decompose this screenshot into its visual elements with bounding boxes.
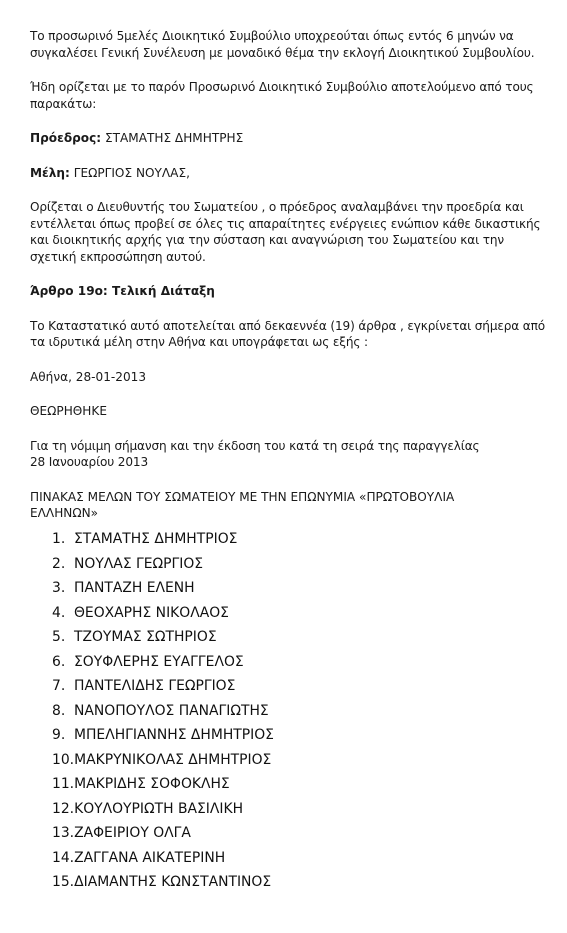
document-body xyxy=(30,28,550,522)
list-item-name: ΖΑΓΓΑΝΑ ΑΙΚΑΤΕΡΙΝΗ xyxy=(74,849,226,866)
list-item xyxy=(52,674,274,699)
list-item-number: 5. xyxy=(52,629,66,645)
article-heading: Άρθρο 19ο: Τελική Διάταξη xyxy=(30,284,215,298)
list-item-name: ΜΠΕΛΗΓΙΑΝΝΗΣ ΔΗΜΗΤΡΙΟΣ xyxy=(74,727,274,743)
paragraph-board-obligation: Το προσωρινό 5μελές Διοικητικό Συμβούλιο υποχρεούται όπως εντός 6 μηνών να συγκαλέσει Γενική Συνέλευση με μοναδικό θέμα την εκλογή Διοικητικού Συμβουλίου. xyxy=(30,29,535,60)
paragraph-stamping: Για τη νόμιμη σήμανση και την έκδοση του κατά τη σειρά της παραγγελίας 28 Ιανουαρίου 2013 xyxy=(30,438,480,469)
list-item xyxy=(52,527,274,552)
list-item-name: ΣΤΑΜΑΤΗΣ ΔΗΜΗΤΡΙΟΣ xyxy=(74,531,238,547)
list-item-number: 13. xyxy=(52,825,75,841)
member-list xyxy=(52,527,274,895)
list-item-number: 3. xyxy=(52,580,66,596)
list-item xyxy=(52,576,274,601)
list-item-number: 2. xyxy=(52,555,66,572)
list-item-number: 11. xyxy=(52,776,75,792)
list-item xyxy=(52,870,274,895)
list-item-number: 10. xyxy=(52,751,75,768)
list-item-name: ΚΟΥΛΟΥΡΙΩΤΗ ΒΑΣΙΛΙΚΗ xyxy=(74,800,244,817)
list-item-name: ΠΑΝΤΑΖΗ ΕΛΕΝΗ xyxy=(74,580,195,596)
list-item xyxy=(52,601,274,626)
list-item-name: ΘΕΟΧΑΡΗΣ ΝΙΚΟΛΑΟΣ xyxy=(74,604,229,621)
list-item xyxy=(52,552,274,577)
list-item xyxy=(52,625,274,650)
list-item-name: ΝΟΥΛΑΣ ΓΕΩΡΓΙΟΣ xyxy=(74,555,204,572)
list-item-name: ΤΖΟΥΜΑΣ ΣΩΤΗΡΙΟΣ xyxy=(74,629,217,645)
list-item-number: 4. xyxy=(52,604,66,621)
members-value: ΓΕΩΡΓΙΟΣ ΝΟΥΛΑΣ, xyxy=(69,165,190,180)
list-item xyxy=(52,723,274,748)
list-item-name: ΔΙΑΜΑΝΤΗΣ ΚΩΝΣΤΑΝΤΙΝΟΣ xyxy=(74,874,272,890)
list-item-number: 6. xyxy=(52,653,66,670)
list-item-name: ΖΑΦΕΙΡΙΟΥ ΟΛΓΑ xyxy=(74,825,191,841)
paragraph-board-appointment: Ήδη ορίζεται με το παρόν Προσωρινό Διοικητικό Συμβούλιο αποτελούμενο από τους παρακάτω: xyxy=(30,80,534,111)
president-line xyxy=(30,130,550,147)
members-table-title: ΠΙΝΑΚΑΣ ΜΕΛΩΝ ΤΟΥ ΣΩΜΑΤΕΙΟΥ ΜΕ ΤΗΝ ΕΠΩΝΥΜΙΑ «ΠΡΩΤΟΒΟΥΛΙΑ ΕΛΛΗΝΩΝ» xyxy=(30,489,455,520)
members-label: Μέλη: xyxy=(30,165,70,180)
list-item-name: ΝΑΝΟΠΟΥΛΟΣ ΠΑΝΑΓΙΩΤΗΣ xyxy=(74,702,269,719)
president-value: ΣΤΑΜΑΤΗΣ ΔΗΜΗΤΡΗΣ xyxy=(101,131,244,145)
list-item-name: ΜΑΚΡΥΝΙΚΟΛΑΣ ΔΗΜΗΤΡΙΟΣ xyxy=(74,751,272,768)
list-item-name: ΠΑΝΤΕΛΙΔΗΣ ΓΕΩΡΓΙΟΣ xyxy=(74,678,236,694)
list-item-number: 12. xyxy=(52,800,75,817)
paragraph-statute-approval: Το Καταστατικό αυτό αποτελείται από δεκαεννέα (19) άρθρα , εγκρίνεται σήμερα από τα ιδρυτικά μέλη στην Αθήνα και υπογράφεται ως εξής : xyxy=(30,318,545,349)
list-item-name: ΜΑΚΡΙΔΗΣ ΣΟΦΟΚΛΗΣ xyxy=(74,776,230,792)
list-item-number: 15. xyxy=(52,874,75,890)
list-item-number: 1. xyxy=(52,531,66,547)
list-item-number: 8. xyxy=(52,702,66,719)
list-item xyxy=(52,797,274,822)
list-item xyxy=(52,821,274,846)
paragraph-director: Ορίζεται ο Διευθυντής του Σωματείου , ο πρόεδρος αναλαμβάνει την προεδρία και εντέλλεται όπως προβεί σε όλες τις απαραίτητες ενέργειες ενώπιον κάθε δικαστικής και διοικητικής αρχής για την σύσταση και αναγνώριση του Σωματείου και την σχετική εκπροσώπηση αυτού. xyxy=(30,200,541,264)
list-item-number: 14. xyxy=(52,849,75,866)
list-item-number: 9. xyxy=(52,727,66,743)
certified-label: ΘΕΩΡΗΘΗΚΕ xyxy=(30,404,107,418)
list-item xyxy=(52,772,274,797)
list-item xyxy=(52,846,274,871)
president-label: Πρόεδρος: xyxy=(30,131,102,145)
list-item xyxy=(52,650,274,675)
list-item xyxy=(52,699,274,724)
list-item-name: ΣΟΥΦΛΕΡΗΣ ΕΥΑΓΓΕΛΟΣ xyxy=(74,653,244,670)
place-date: Αθήνα, 28-01-2013 xyxy=(30,369,147,384)
members-line xyxy=(30,165,550,182)
list-item xyxy=(52,748,274,773)
list-item-number: 7. xyxy=(52,678,66,694)
